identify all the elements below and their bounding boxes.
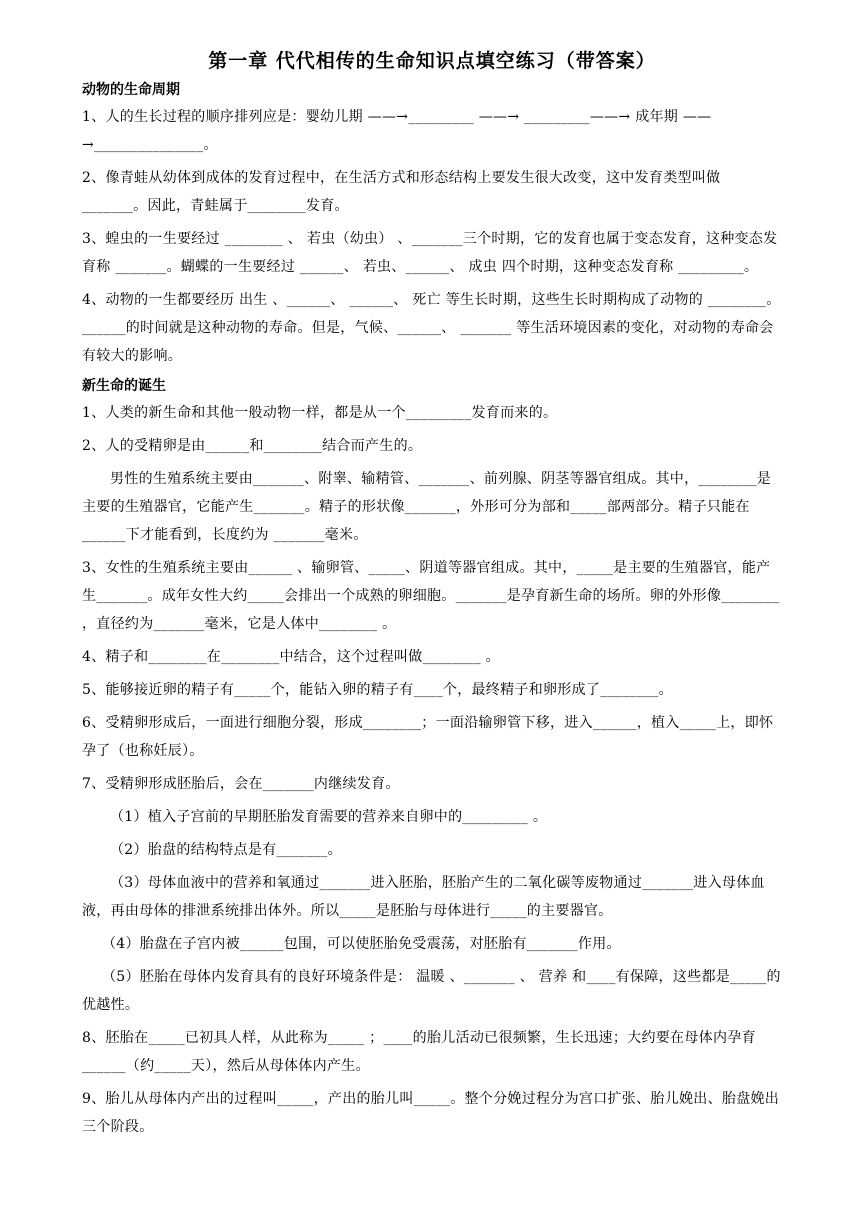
question-4: 4、动物的一生都要经历 出生 、______、 ______、 死亡 等生长时期，这些生长时期构成了动物的 ________。______的时间就是这种动物的寿命。但是，气候、______、 _______ 等生活环境因素的变化，对动物的寿命会有较大的影响。 xyxy=(82,292,781,364)
question-3: 3、蝗虫的一生要经过 ________ 、 若虫（幼虫） 、_______三个时期，它的发育也属于变态发育，这种变态发育称 _______。蝴蝶的一生要经过 ______、 若虫、______、 成虫 四个时期，这种变态发育称 _________。 xyxy=(82,231,778,275)
question-7-sub-5: （5）胚胎在母体内发育具有的良好环境条件是： 温暖 、_______ 、 营养 和____有保障，这些都是_____的优越性。 xyxy=(82,969,781,1013)
question-7-sub-3: （3）母体血液中的营养和氧通过_______进入胚胎，胚胎产生的二氧化碳等废物通过_______进入母体血液，再由母体的排泄系统排出体外。所以_____是胚胎与母体进行_____的主要器官。 xyxy=(82,875,765,919)
question-2: 2、像青蛙从幼体到成体的发育过程中，在生活方式和形态结构上要发生很大改变，这中发育类型叫做_______。因此，青蛙属于________发育。 xyxy=(82,170,721,214)
question-7-sub-4: （4）胎盘在子宫内被______包围，可以使胚胎免受震荡，对胚胎有_______作用。 xyxy=(102,936,621,952)
question-8: 8、胚胎在_____已初具人样，从此称为_____ ；____的胎儿活动已很频繁，生长迅速；大约要在母体内孕育______（约_____天），然后从母体体内产生。 xyxy=(82,1030,756,1074)
question-6: 6、受精卵形成后，一面进行细胞分裂，形成________；一面沿输卵管下移，进入______，植入_____上，即怀孕了（也称妊辰）。 xyxy=(82,715,774,759)
question-2-male-system: 男性的生殖系统主要由_______、附睾、输精管、_______、前列腺、阴茎等器官组成。其中，________是主要的生殖器官，它能产生_______。精子的形状像_______，外形可分为部和_____部两部分。精子只能在______下才能看到，长度约为 _______毫米。 xyxy=(82,471,772,543)
question-5: 5、能够接近卵的精子有_____个，能钻入卵的精子有____个，最终精子和卵形成了________。 xyxy=(82,682,673,698)
question-4: 4、精子和________在________中结合，这个过程叫做________ 。 xyxy=(82,649,500,665)
question-9: 9、胎儿从母体内产出的过程叫_____，产出的胎儿叫_____。整个分娩过程分为宫口扩张、胎儿娩出、胎盘娩出三个阶段。 xyxy=(82,1091,780,1135)
worksheet-page xyxy=(82,46,782,1146)
question-7-sub-1: （1）植入子宫前的早期胚胎发育需要的营养来自卵中的_________ 。 xyxy=(110,809,548,825)
page-title: 第一章 代代相传的生命知识点填空练习（带答案） xyxy=(208,50,656,72)
question-1: 1、人类的新生命和其他一般动物一样，都是从一个_________发育而来的。 xyxy=(82,405,558,421)
question-7-sub-2: （2）胎盘的结构特点是有_______。 xyxy=(110,842,342,858)
section-heading-new-life: 新生命的诞生 xyxy=(82,378,166,394)
question-3: 3、女性的生殖系统主要由______ 、输卵管、_____、阴道等器官组成。其中，_____是主要的生殖器官，能产生_______。成年女性大约_____会排出一个成熟的卵细胞。_______是孕育新生命的场所。卵的外形像________ ，直径约为_______毫米，它是人体中________ 。 xyxy=(82,560,780,632)
question-1: 1、人的生长过程的顺序排列应是：婴幼儿期 ——→_________ ——→ _________——→ 成年期 ——→_______________。 xyxy=(82,109,712,153)
question-2: 2、人的受精卵是由______和________结合而产生的。 xyxy=(82,438,423,454)
question-7: 7、受精卵形成胚胎后，会在_______内继续发育。 xyxy=(82,776,400,792)
section-heading-life-cycle: 动物的生命周期 xyxy=(82,82,180,98)
